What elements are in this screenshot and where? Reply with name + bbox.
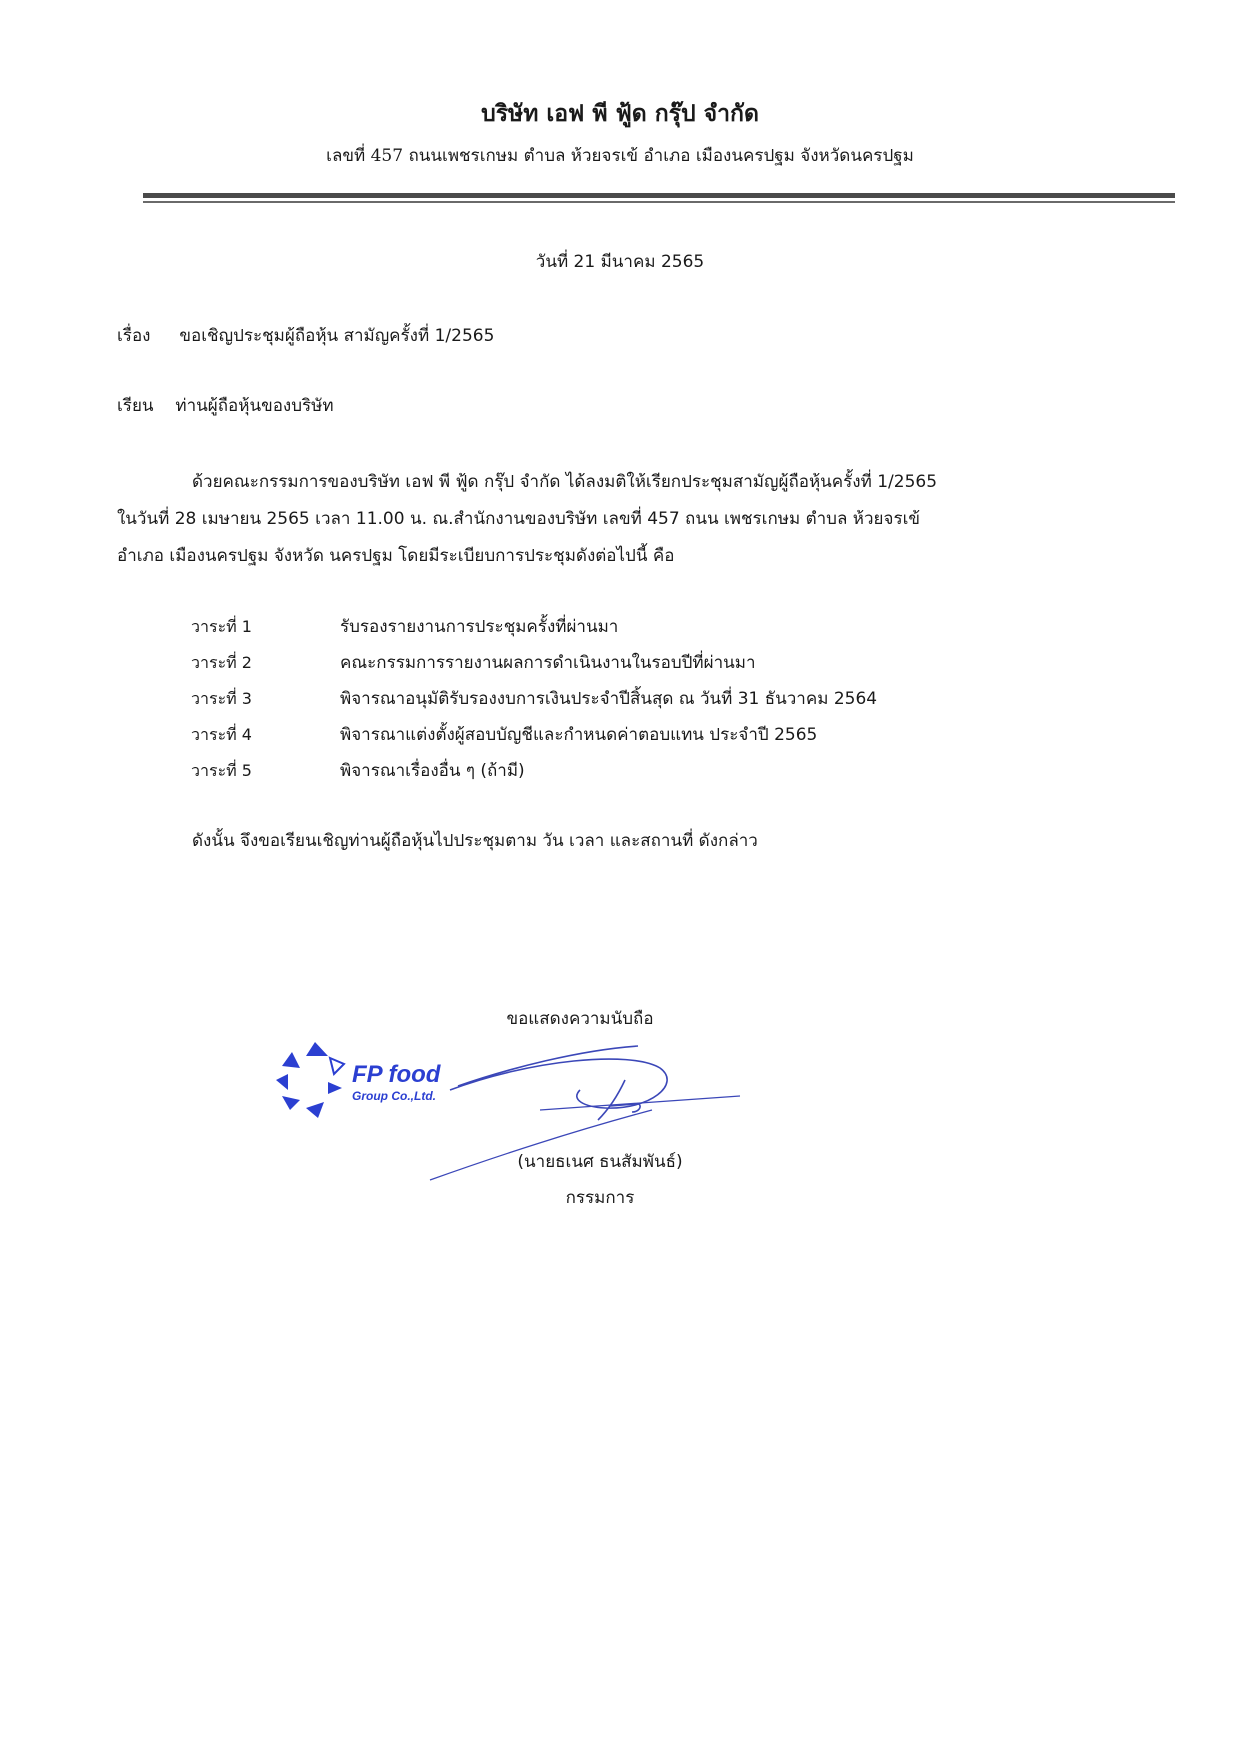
company-address: เลขที่ 457 ถนนเพชรเกษม ตำบล ห้วยจรเข้ อำเภอ เมืองนครปฐม จังหวัดนครปฐม	[326, 146, 914, 166]
agenda-label: วาระที่ 2	[191, 653, 252, 672]
agenda-label: วาระที่ 3	[191, 689, 252, 708]
subject-label: เรื่อง	[117, 326, 151, 346]
logo-triangle-bottom-left	[282, 1096, 300, 1110]
logo-triangle-outline	[330, 1058, 344, 1074]
logo-triangle-bottom	[306, 1102, 324, 1118]
body-line-1: ด้วยคณะกรรมการของบริษัท เอฟ พี ฟู้ด กรุ๊ป จำกัด ได้ลงมติให้เรียกประชุมสามัญผู้ถือหุ้นครั้งที่ 1/2565	[192, 472, 938, 492]
signatory-position: กรรมการ	[565, 1188, 635, 1208]
salutation-label: เรียน	[117, 396, 154, 416]
agenda-label: วาระที่ 5	[191, 761, 252, 780]
logo-text-sub: Group Co.,Ltd.	[352, 1089, 436, 1103]
header-rule-thin	[143, 201, 1175, 203]
logo-text-main: FP food	[352, 1061, 441, 1088]
agenda-text: รับรองรายงานการประชุมครั้งที่ผ่านมา	[340, 617, 619, 637]
agenda-label: วาระที่ 4	[191, 725, 252, 744]
salutation-text: ท่านผู้ถือหุ้นของบริษัท	[175, 396, 334, 416]
agenda-text: พิจารณาเรื่องอื่น ๆ (ถ้ามี)	[340, 761, 525, 781]
salutation-line	[117, 392, 334, 419]
body-line-3: อำเภอ เมืองนครปฐม จังหวัด นครปฐม โดยมีระเบียบการประชุมดังต่อไปนี้ คือ	[117, 546, 675, 566]
regards-text: ขอแสดงความนับถือ	[506, 1009, 654, 1029]
signatory-name: (นายธเนศ ธนสัมพันธ์)	[517, 1152, 683, 1172]
agenda-text: พิจารณาแต่งตั้งผู้สอบบัญชีและกำหนดค่าตอบแทน ประจำปี 2565	[340, 725, 818, 745]
body-line-2: ในวันที่ 28 เมษายน 2565 เวลา 11.00 น. ณ.สำนักงานของบริษัท เลขที่ 457 ถนน เพชรเกษม ตำบล ห้วยจรเข้	[117, 509, 921, 529]
closing-line: ดังนั้น จึงขอเรียนเชิญท่านผู้ถือหุ้นไปประชุมตาม วัน เวลา และสถานที่ ดังกล่าว	[192, 831, 758, 851]
company-name: บริษัท เอฟ พี ฟู้ด กรุ๊ป จำกัด	[481, 100, 759, 127]
logo-triangle-left	[276, 1074, 288, 1090]
subject-line	[117, 322, 494, 349]
agenda-label: วาระที่ 1	[191, 617, 252, 636]
logo-triangle-top-left	[282, 1052, 300, 1068]
subject-text: ขอเชิญประชุมผู้ถือหุ้น สามัญครั้งที่ 1/2565	[179, 326, 495, 346]
agenda-text: พิจารณาอนุมัติรับรองงบการเงินประจำปีสิ้นสุด ณ วันที่ 31 ธันวาคม 2564	[340, 689, 878, 709]
logo-triangle-top	[306, 1042, 328, 1056]
header-rule	[143, 193, 1175, 198]
letter-date: วันที่ 21 มีนาคม 2565	[535, 252, 705, 272]
logo-triangle-right	[328, 1082, 342, 1094]
agenda-text: คณะกรรมการรายงานผลการดำเนินงานในรอบปีที่ผ่านมา	[340, 653, 756, 673]
